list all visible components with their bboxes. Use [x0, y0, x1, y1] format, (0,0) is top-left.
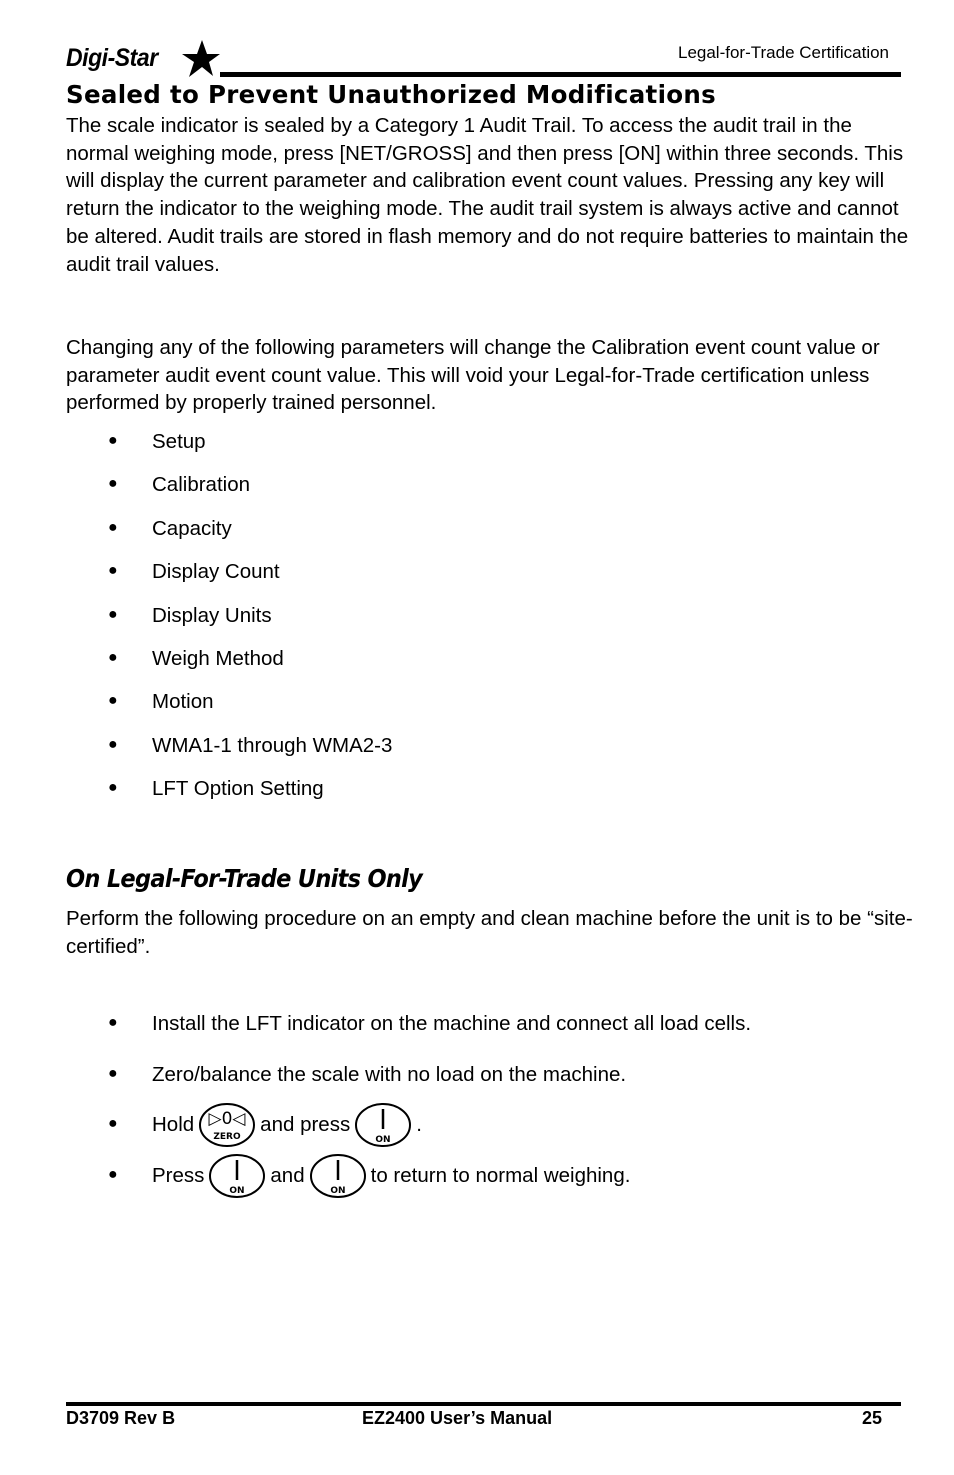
parameters-warning-paragraph: Changing any of the following parameters will change the Calibration event count value or parameter audit event count value. This will void your Legal-for-Trade certification unless performed by properly trained personnel.: [66, 336, 880, 415]
step-line: Hold ▷0◁ ZERO and press ON .: [152, 1102, 422, 1148]
bullet-icon: ●: [108, 1115, 118, 1132]
bullet-icon: ●: [108, 518, 118, 536]
step-line: Press ON and ON to return to normal weighing.: [152, 1153, 630, 1199]
list-item: ● WMA1-1 through WMA2-3: [108, 733, 393, 757]
svg-text:ZERO: ZERO: [213, 1132, 241, 1142]
bullet-icon: ●: [108, 648, 118, 666]
list-item: ● Display Count: [108, 560, 280, 584]
page-number: 25: [862, 1408, 883, 1428]
svg-text:ON: ON: [330, 1186, 346, 1196]
list-item: ● Setup: [108, 430, 206, 453]
procedure-step: ● Install the LFT indicator on the machine and connect all load cells.: [108, 1012, 752, 1035]
svg-text:ON: ON: [375, 1135, 391, 1145]
list-item: ● Capacity: [108, 516, 232, 540]
brand-logo: Digi-Star: [66, 44, 158, 72]
footer-rule: [66, 1402, 901, 1406]
svg-text:ON: ON: [229, 1186, 245, 1196]
bullet-icon: ●: [108, 1065, 118, 1082]
on-key-icon: [354, 1102, 412, 1148]
bullet-icon: ●: [108, 605, 118, 623]
list-item: ● Motion: [108, 690, 214, 714]
bullet-icon: ●: [108, 1166, 118, 1183]
procedure-step: [108, 1102, 928, 1148]
bullet-icon: ●: [108, 1014, 118, 1031]
bullet-icon: ●: [108, 735, 118, 753]
svg-text:▷0◁: ▷0◁: [208, 1109, 246, 1129]
procedure-step: [108, 1153, 928, 1199]
header-rule: [220, 72, 901, 77]
star-icon: [180, 40, 220, 78]
bullet-icon: ●: [108, 562, 118, 580]
procedure-step: ● Zero/balance the scale with no load on the machine.: [108, 1063, 627, 1086]
footer-doc-number: D3709 Rev B: [66, 1408, 176, 1428]
bullet-icon: ●: [108, 692, 118, 710]
subsection-title: On Legal-For-Trade Units Only: [66, 864, 423, 893]
list-item: ● Display Units: [108, 603, 272, 627]
on-key-icon: [208, 1153, 266, 1199]
bullet-icon: ●: [108, 475, 118, 493]
on-key-icon: [309, 1153, 367, 1199]
list-item: ● Weigh Method: [108, 646, 284, 670]
list-item: ● Calibration: [108, 473, 250, 497]
bullet-icon: ●: [108, 779, 118, 797]
zero-key-icon: [198, 1102, 256, 1148]
list-item: ● LFT Option Setting: [108, 777, 324, 801]
footer-manual-title: EZ2400 User’s Manual: [362, 1408, 553, 1428]
section-title: Sealed to Prevent Unauthorized Modifications: [66, 80, 717, 109]
audit-trail-paragraph: The scale indicator is sealed by a Category 1 Audit Trail. To access the audit trail in the normal weighing mode, press [NET/GROSS] and then press [ON] within three seconds. This will display the current parameter and calibration event count values. Pressing any key will return the indicator to the weighing mode. The audit trail system is always active and cannot be altered. Audit trails are stored in flash memory and do not require batteries to maintain the audit trail values.: [66, 114, 909, 276]
procedure-intro-paragraph: Perform the following procedure on an empty and clean machine before the unit is to be “site-certified”.: [66, 907, 913, 958]
parameter-list: [108, 430, 808, 821]
bullet-icon: ●: [108, 432, 118, 449]
header-section-label: Legal-for-Trade Certification: [677, 43, 889, 62]
